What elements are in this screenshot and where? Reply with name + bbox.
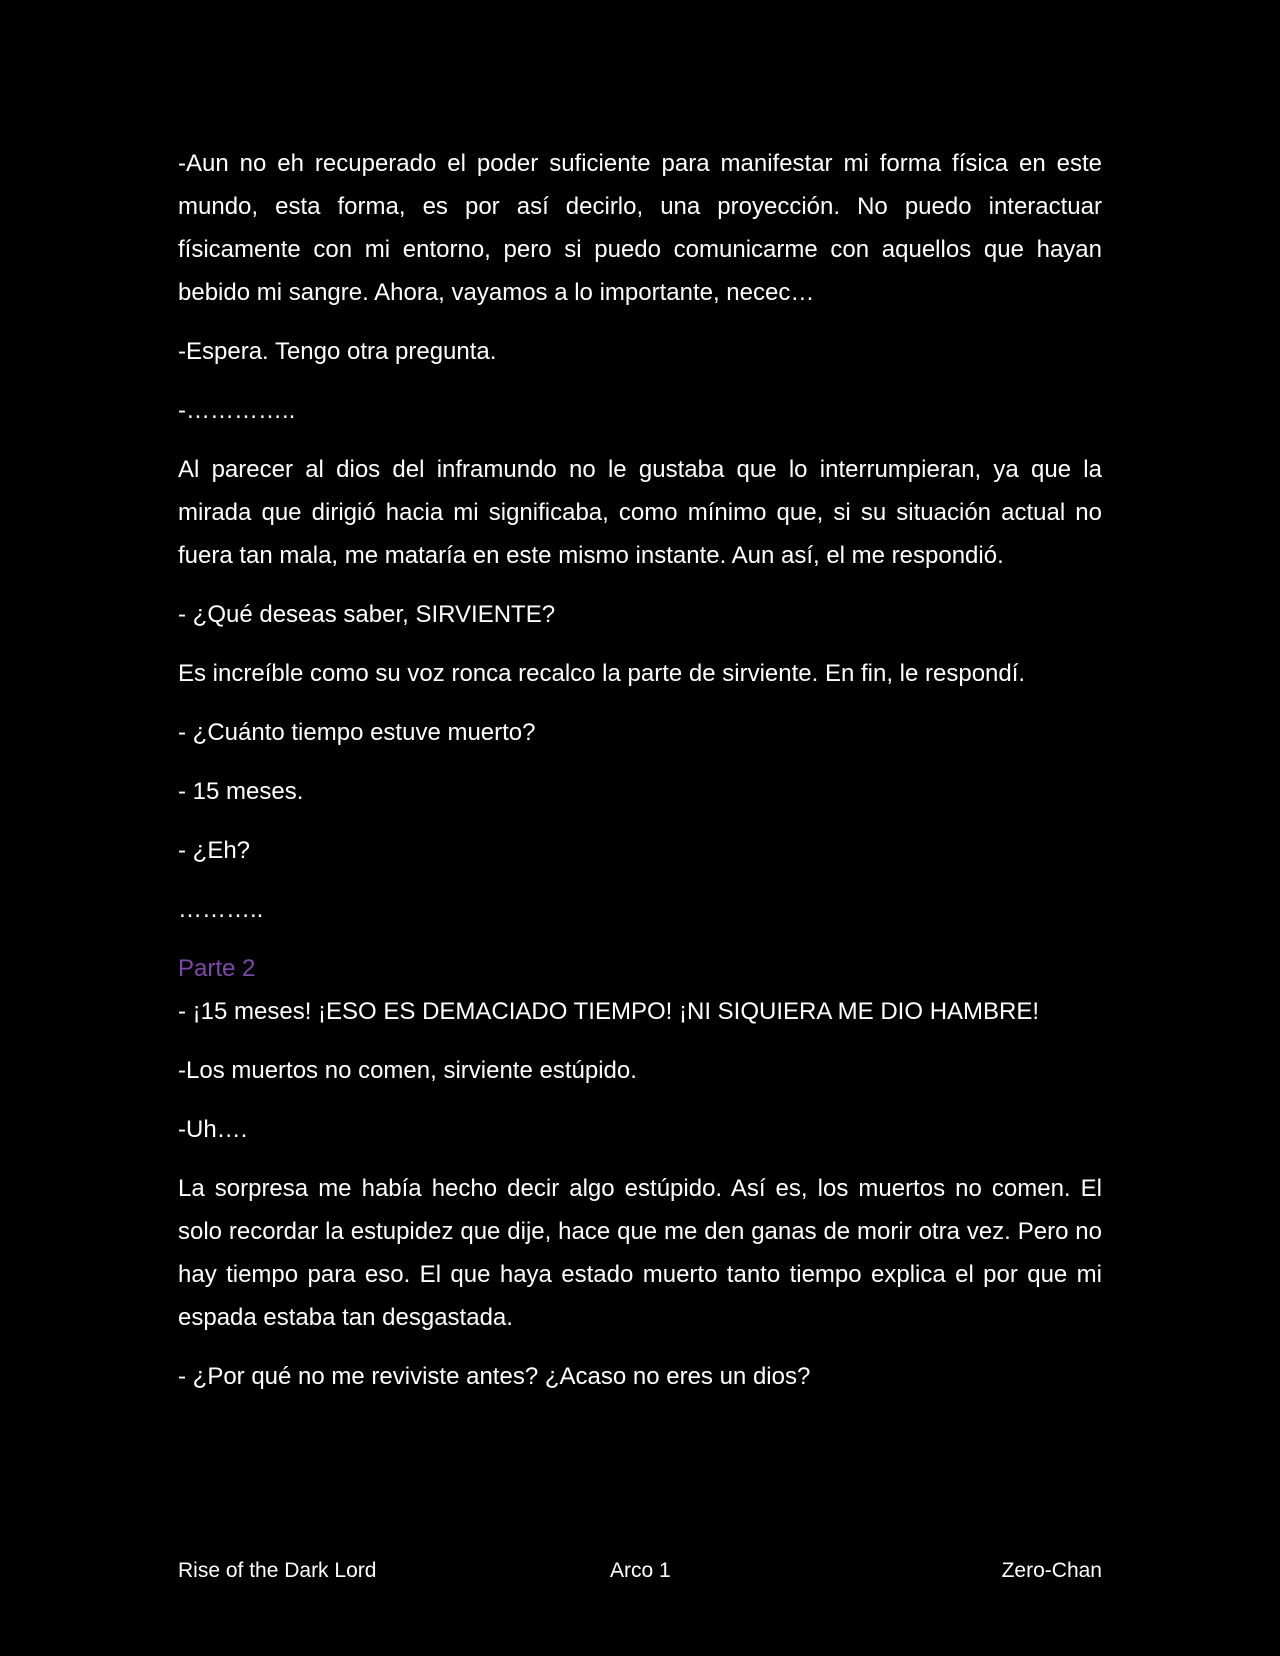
footer-arc: Arco 1 xyxy=(610,1559,671,1582)
paragraph: Es increíble como su voz ronca recalco la parte de sirviente. En fin, le respondí. xyxy=(178,660,1026,687)
paragraph: - ¿Eh? xyxy=(178,837,251,864)
footer-author: Zero-Chan xyxy=(1001,1559,1102,1582)
paragraph: - ¡15 meses! ¡ESO ES DEMACIADO TIEMPO! ¡NI SIQUIERA ME DIO HAMBRE! xyxy=(178,998,1040,1025)
paragraph: -Aun no eh recuperado el poder suficiente para manifestar mi forma física en este mundo, esta forma, es por así decirlo, una proyección. No puedo interactuar físicamente con mi entorno, pero si puedo comunicarme con aquellos que hayan bebido mi sangre. Ahora, vayamos a lo importante, necec… xyxy=(178,150,1102,306)
paragraph: - 15 meses. xyxy=(178,778,304,805)
document-body xyxy=(178,142,1102,1414)
paragraph: -Espera. Tengo otra pregunta. xyxy=(178,338,497,365)
page-footer xyxy=(178,1556,1102,1586)
paragraph: Al parecer al dios del inframundo no le gustaba que lo interrumpieran, ya que la mirada que dirigió hacia mi significaba, como mínimo que, si su situación actual no fuera tan mala, me mataría en este mismo instante. Aun así, el me respondió. xyxy=(178,456,1102,569)
paragraph: - ¿Cuánto tiempo estuve muerto? xyxy=(178,719,536,746)
paragraph: -Los muertos no comen, sirviente estúpido. xyxy=(178,1057,637,1084)
paragraph: -Uh…. xyxy=(178,1116,248,1143)
paragraph: -………….. xyxy=(178,397,296,424)
paragraph: La sorpresa me había hecho decir algo estúpido. Así es, los muertos no comen. El solo recordar la estupidez que dije, hace que me den ganas de morir otra vez. Pero no hay tiempo para eso. El que haya estado muerto tanto tiempo explica el por que mi espada estaba tan desgastada. xyxy=(178,1175,1102,1331)
paragraph: - ¿Qué deseas saber, SIRVIENTE? xyxy=(178,601,556,628)
paragraph: ……….. xyxy=(178,896,264,923)
paragraph: - ¿Por qué no me reviviste antes? ¿Acaso no eres un dios? xyxy=(178,1363,811,1390)
footer-title: Rise of the Dark Lord xyxy=(178,1559,377,1582)
section-heading: Parte 2 xyxy=(178,955,256,982)
